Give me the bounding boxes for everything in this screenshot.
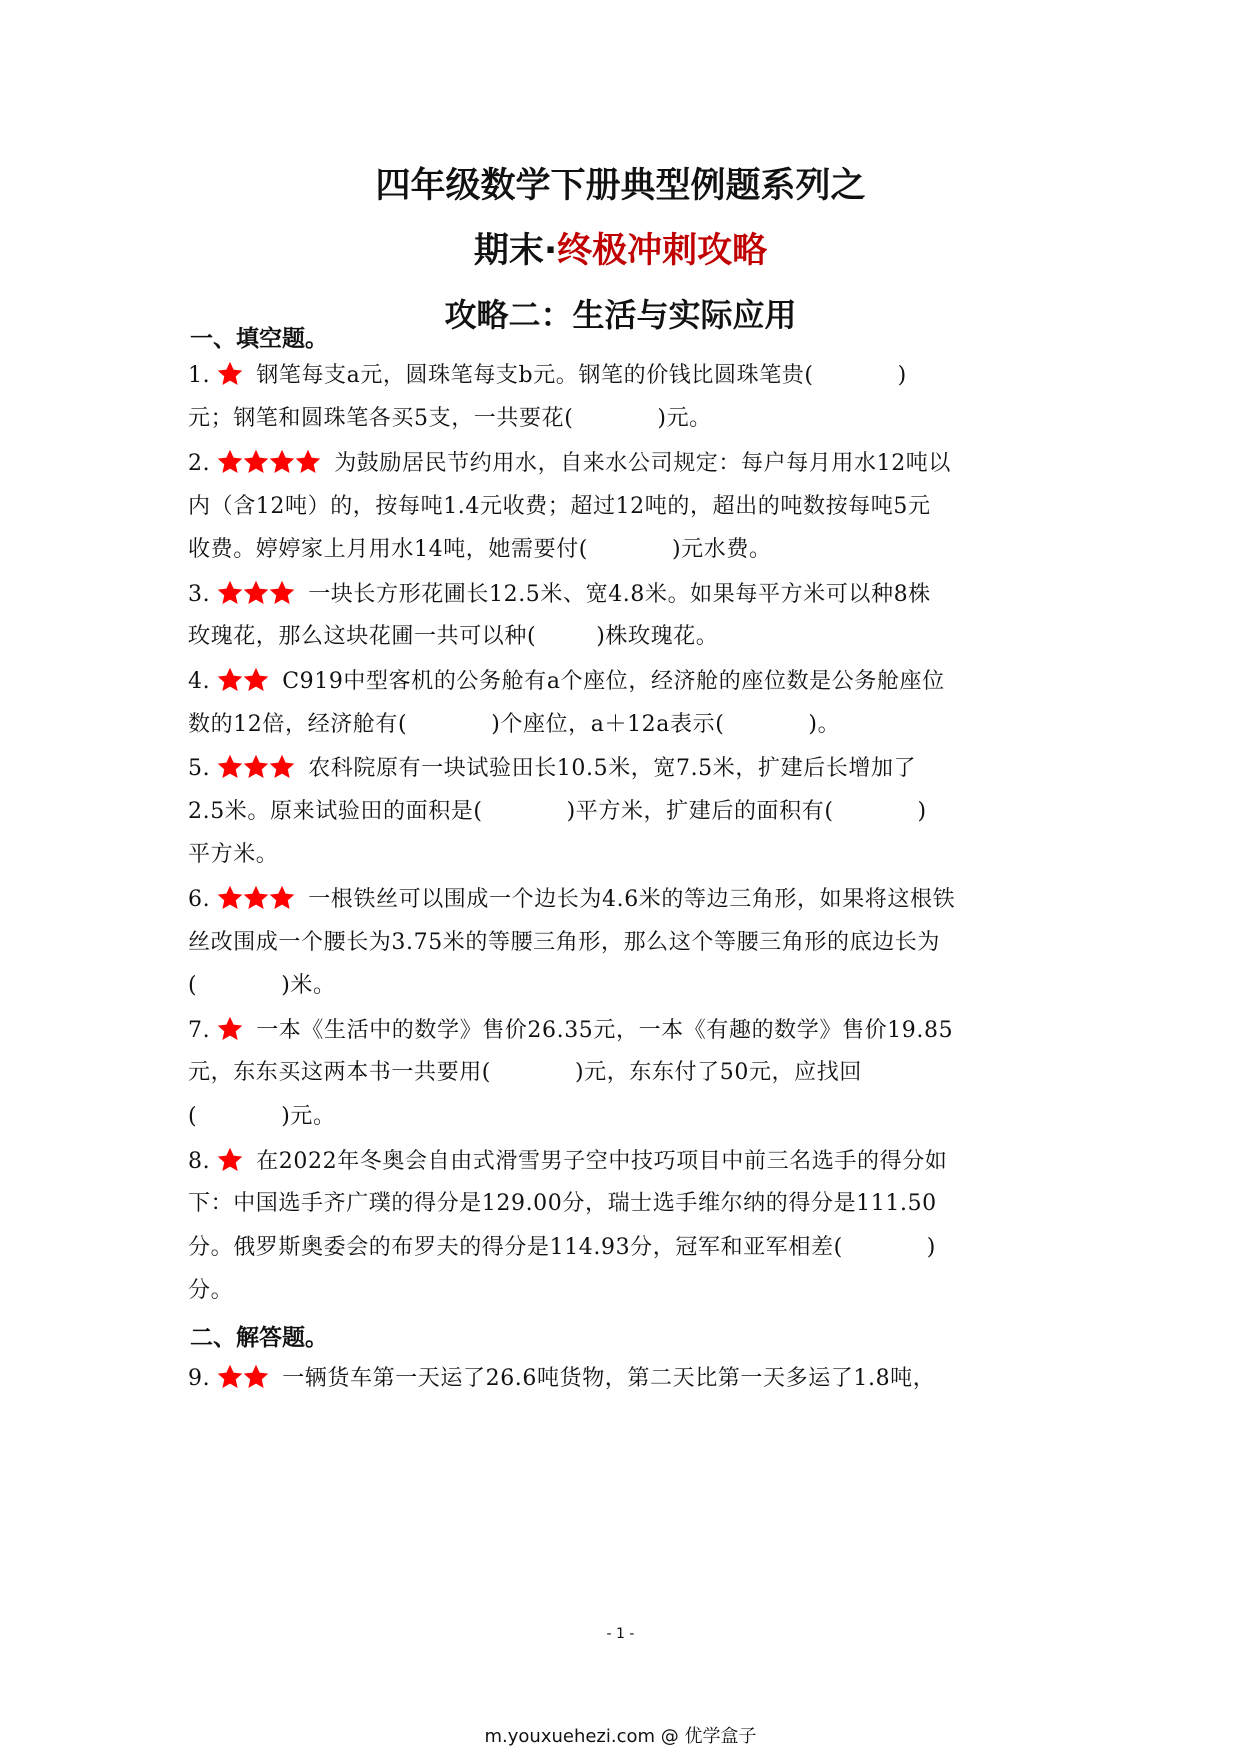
star-icon [216,666,244,693]
section-heading: 攻略二：生活与实际应用 [444,296,797,334]
question-text: 钢笔每支a元，圆珠笔每支b元。钢笔的价钱比圆珠笔贵( [256,363,814,388]
question-5 [188,753,916,789]
question-text: 元，东东买这两本书一共要用( [188,1060,491,1085]
question-number: 2. [188,451,211,476]
question-1 [188,360,907,396]
question-6-line3 [188,971,336,1001]
question-text: 一根铁丝可以围成一个边长为4.6米的等边三角形，如果将这根铁 [308,887,956,912]
page-number: - 1 - [606,1626,635,1642]
star-icon [242,1363,270,1390]
question-text: 分。俄罗斯奥委会的布罗夫的得分是114.93分，冠军和亚军相差( [188,1235,843,1260]
question-3 [188,579,931,615]
question-text: 一辆货车第一天运了26.6吨货物，第二天比第一天多运了1.8吨， [282,1366,936,1391]
star-icon [242,753,270,780]
star-icon [242,666,270,693]
question-8-line2: 下：中国选手齐广璞的得分是129.00分，瑞士选手维尔纳的得分是111.50 [188,1191,937,1216]
star-icon [216,448,244,475]
question-text: ) [897,363,907,388]
question-text: ) [917,799,927,824]
question-4-line2 [188,710,840,740]
question-number: 4. [188,669,211,694]
section-solve: 二、解答题。 [190,1325,328,1351]
question-4 [188,666,945,702]
question-text: )。 [808,712,841,737]
difficulty-stars [216,884,294,920]
question-number: 6. [188,887,211,912]
question-2-line2: 内（含12吨）的，按每吨1.4元收费；超过12吨的，超出的吨数按每吨5元 [188,494,931,519]
question-text: )平方米，扩建后的面积有( [566,799,834,824]
star-icon [216,753,244,780]
question-number: 7. [188,1018,211,1043]
question-3-line2 [188,622,718,652]
difficulty-stars [216,753,294,789]
section-fill-in: 一、填空题。 [190,326,328,352]
question-7 [188,1015,953,1051]
question-2 [188,448,951,484]
star-icon [268,579,296,606]
star-icon [294,448,322,475]
document-subtitle [0,223,1241,273]
question-text: 在2022年冬奥会自由式滑雪男子空中技巧项目中前三名选手的得分如 [256,1149,948,1174]
question-2-line3 [188,535,772,565]
question-number: 9. [188,1366,211,1391]
difficulty-stars [216,1363,268,1399]
star-icon [242,579,270,606]
difficulty-stars [216,1146,242,1182]
question-text: C919中型客机的公务舱有a个座位，经济舱的座位数是公务舱座位 [282,669,945,694]
question-text: ( [188,1104,198,1129]
question-7-line2 [188,1058,862,1088]
star-icon [216,1146,244,1173]
question-number: 1. [188,363,211,388]
question-7-line3 [188,1102,336,1132]
question-text: )元水费。 [671,537,772,562]
difficulty-stars [216,666,268,702]
question-text: 农科院原有一块试验田长10.5米，宽7.5米，扩建后长增加了 [308,756,917,781]
question-text: 玫瑰花，那么这块花圃一共可以种( [188,624,537,649]
star-icon [216,1363,244,1390]
star-icon [216,579,244,606]
question-number: 3. [188,582,211,607]
document-title: 四年级数学下册典型例题系列之 [375,166,866,206]
question-text: 数的12倍，经济舱有( [188,712,408,737]
question-text: ( [188,973,198,998]
difficulty-stars [216,448,320,484]
question-number: 5. [188,756,211,781]
star-icon [216,884,244,911]
question-text: 收费。婷婷家上月用水14吨，她需要付( [188,537,588,562]
question-6-line2: 丝改围成一个腰长为3.75米的等腰三角形，那么这个等腰三角形的底边长为 [188,930,940,955]
star-icon [268,753,296,780]
question-9 [188,1363,935,1399]
star-icon [268,884,296,911]
question-text: )元，东东付了50元，应找回 [574,1060,862,1085]
question-text: 元；钢笔和圆珠笔各买5支，一共要花( [188,406,574,431]
difficulty-stars [216,1015,242,1051]
star-icon [216,1015,244,1042]
question-text: )元。 [281,1104,336,1129]
site-watermark: m.youxuehezi.com @ 优学盒子 [484,1726,757,1747]
question-text: ) [926,1235,936,1260]
question-number: 8. [188,1149,211,1174]
subtitle-prefix: 期末· [473,231,558,271]
difficulty-stars [216,579,294,615]
question-text: )元。 [657,406,712,431]
question-text: )个座位，a＋12a表示( [491,712,725,737]
question-text: )米。 [281,973,336,998]
question-text: )株玫瑰花。 [596,624,719,649]
star-icon [242,448,270,475]
star-icon [268,448,296,475]
question-1-line2 [188,404,712,434]
question-text: 2.5米。原来试验田的面积是( [188,799,483,824]
question-8 [188,1146,947,1182]
star-icon [242,884,270,911]
question-text: 一本《生活中的数学》售价26.35元，一本《有趣的数学》售价19.85 [256,1018,954,1043]
question-8-line3 [188,1233,936,1263]
question-5-line3: 平方米。 [188,842,279,867]
question-5-line2 [188,797,927,827]
question-text: 为鼓励居民节约用水，自来水公司规定：每户每月用水12吨以 [334,451,951,476]
question-8-line4: 分。 [188,1278,234,1303]
question-text: 一块长方形花圃长12.5米、宽4.8米。如果每平方米可以种8株 [308,582,931,607]
question-6 [188,884,955,920]
subtitle-highlight: 终极冲刺攻略 [557,231,768,271]
star-icon [216,360,244,387]
difficulty-stars [216,360,242,396]
